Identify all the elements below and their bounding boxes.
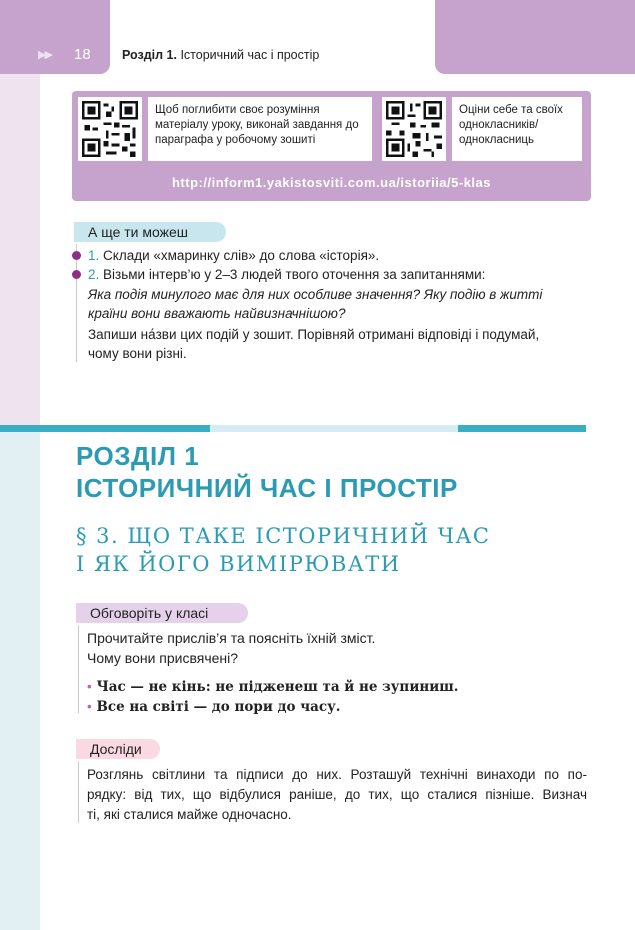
bullet-icon: • [87,679,92,694]
task-2-note-line-1: Запиши на́зви цих подій у зошит. Порівняй отримані відповіді і подумай, [88,327,540,342]
section-divider-right [458,425,586,432]
left-margin-stripe-bottom [0,432,40,930]
bullet-icon: • [87,699,92,714]
bullet-icon [72,251,81,260]
header-right-tab [435,0,635,74]
task-2-text: Візьми інтерв’ю у 2–3 людей твого оточення за запитаннями: [103,267,486,282]
research-line-1: Розглянь світлини та підписи до них. Розташуй технічні винаходи по по- [87,767,587,782]
paragraph-title [76,522,491,578]
task-1-number: 1. [88,248,100,263]
task-2-question-line-2: країни вони вважають найвизначнішою? [88,306,346,321]
chapter-title [76,440,458,504]
paragraph-title-line-2: І ЯК ЙОГО ВИМІРЮВАТИ [76,552,401,576]
chapter-number: РОЗДІЛ 1 [76,441,200,471]
task-2-note [88,325,539,363]
paragraph-title-line-1: § 3. ЩО ТАКЕ ІСТОРИЧНИЙ ЧАС [76,524,491,548]
task-1 [88,246,379,265]
task-2-number: 2. [88,267,100,282]
proverb-1-text: Час — не кінь: не піджeнеш та й не зупиниш. [96,679,459,695]
discuss-line-1: Прочитайте прислів’я та поясніть їхній зміст. [87,630,376,646]
page-number-tab [0,0,110,74]
section-label: Розділ 1. [122,48,177,62]
discuss-line-2: Чому вони присвячені? [87,650,239,666]
chapter-name: ІСТОРИЧНИЙ ЧАС І ПРОСТІР [76,473,458,503]
qr-code-icon[interactable] [78,97,142,161]
self-assessment-note: Оціни себе та своїх однокласників/ однокласниць [452,97,582,161]
workbook-note: Щоб поглибити своє розуміння матеріалу уроку, виконай завдання до параграфа у робочому зошиті [148,97,372,161]
discuss-heading: Обговоріть у класі [76,603,248,623]
section-divider-left [0,425,210,432]
running-header [122,48,319,62]
page-number: 18 [74,46,91,63]
resource-url-link[interactable]: http://inform1.yakistosviti.com.ua/istoriia/5-klas [171,175,492,190]
proverb-1 [87,676,458,698]
proverb-2 [87,696,340,718]
research-line-2: рядку: від тих, що відбулися раніше, до тих, що сталися пізніше. Визнач [87,787,587,802]
task-2-question [88,285,542,323]
qr-code-icon[interactable] [382,97,446,161]
extra-tasks-rule [76,244,77,362]
bullet-icon [72,270,81,279]
proverb-2-text: Все на світі — до пори до часу. [96,699,341,715]
research-text [87,765,587,825]
task-2 [88,265,485,284]
arrows-icon: ▶▶ [38,49,51,61]
section-divider-middle [210,425,458,432]
research-rule [78,761,79,823]
research-heading: Досліди [76,739,160,759]
task-2-note-line-2: чому вони різні. [88,346,187,361]
discuss-rule [78,625,79,713]
qr-panel [72,91,591,201]
task-1-text: Склади «хмаринку слів» до слова «історія». [103,248,380,263]
section-title: Історичний час і простір [180,48,320,62]
research-line-3: ті, які сталися майже одночасно. [87,807,292,822]
extra-tasks-heading: А ще ти можеш [74,222,226,242]
task-2-question-line-1: Яка подія минулого має для них особливе значення? Яку подію в житті [88,287,543,302]
